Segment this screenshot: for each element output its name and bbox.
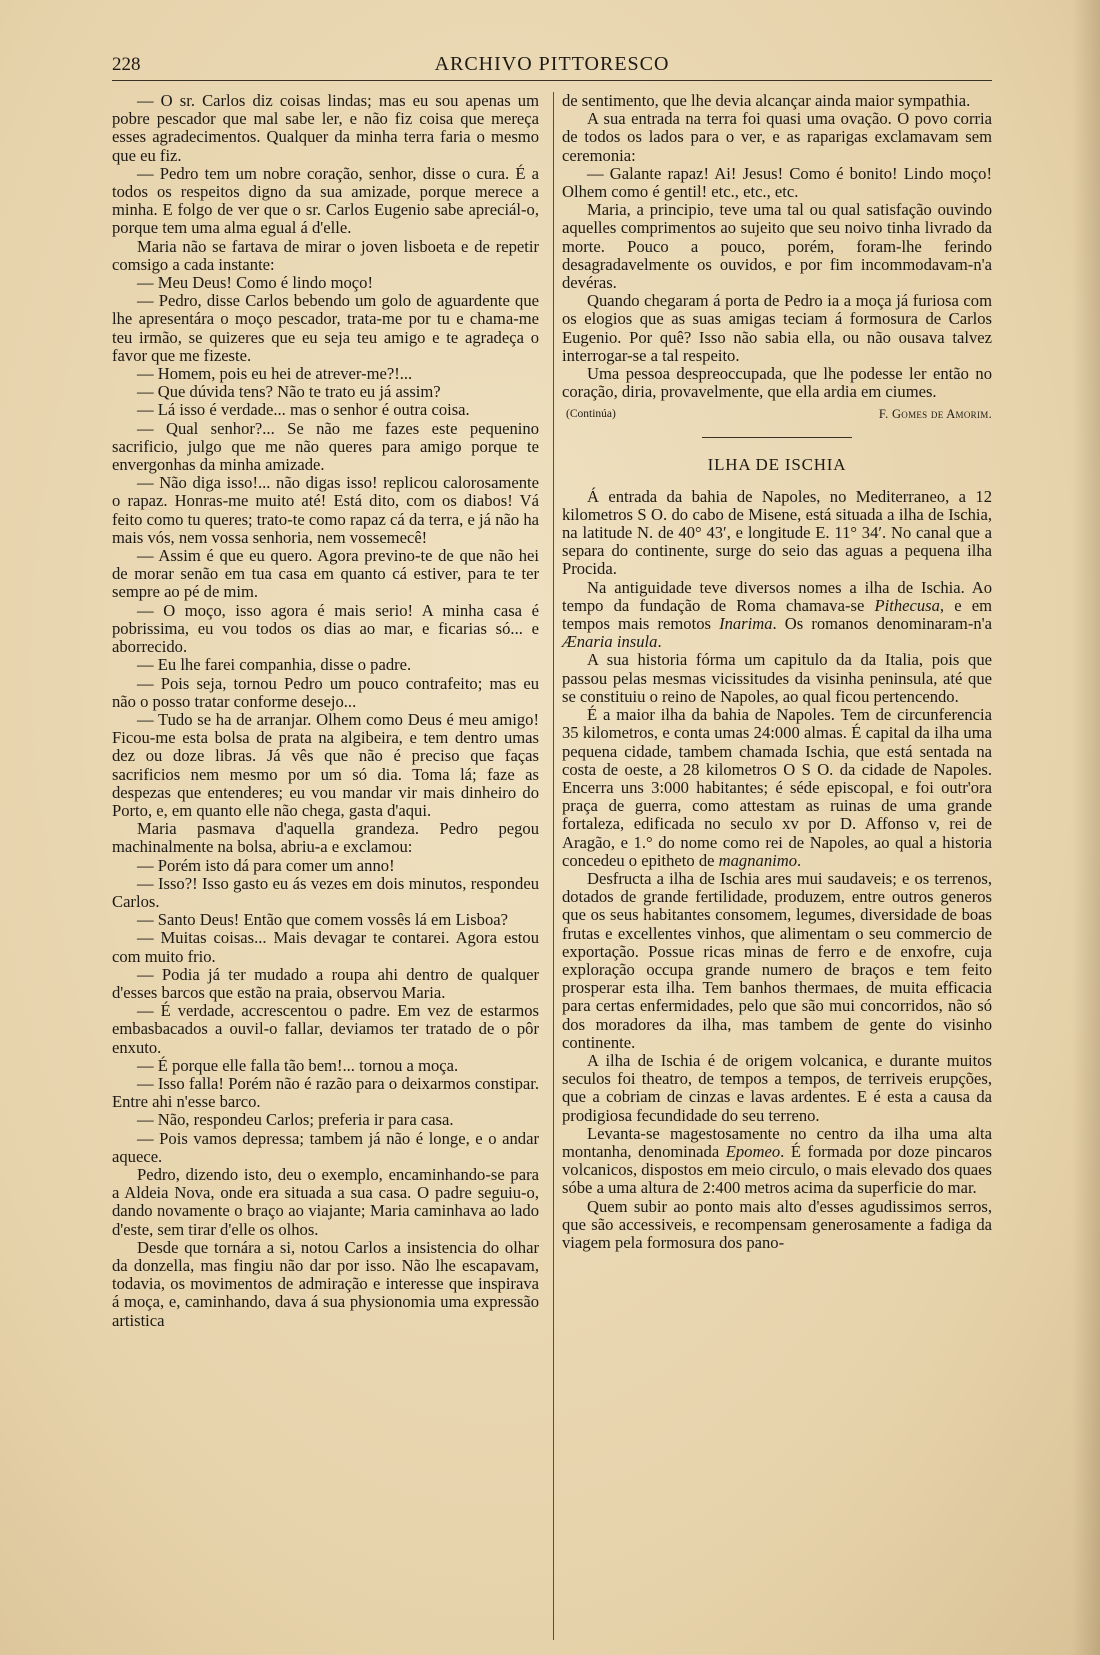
text-run: . bbox=[797, 850, 802, 870]
article-paragraph bbox=[562, 1125, 992, 1198]
story-paragraph: — Que dúvida tens? Não te trato eu já assim? bbox=[137, 382, 441, 402]
story-paragraph: Uma pessoa despreoccupada, que lhe podesse ler então no coração, diria, provavelmente, que ella ardia em ciumes. bbox=[562, 364, 992, 402]
story-paragraph: — Galante rapaz! Ai! Jesus! Como é bonito! Lindo moço! Olhem como é gentil! etc., etc., etc. bbox=[562, 163, 992, 202]
text-run: É a maior ilha da bahia de Napoles. Tem de circunferencia 35 kilometros, e conta umas 24:000 almas. É capital da ilha uma pequena cidade, tambem chamada Ischia, que está sentada na costa de oeste, a 28 kilometros O S O. da cidade de Napoles. Encerra uns 3:000 habitantes; é séde episcopal, e foi outr'ora praça de guerra, como attestam as ruinas de uma grande fortaleza, edificada no seculo xv por D. Affonso v, rei de Aragão, e 1.° do nome como rei de Napoles, ao qual a historia concedeu o epitheto de bbox=[562, 705, 992, 870]
article-paragraph: A ilha de Ischia é de origem volcanica, e durante muitos seculos foi theatro, de tempos a tempos, de terriveis erupções, que a cobriam de cinzas e lavas ardentes. E é esta a causa da prodigiosa fecundidade do seu terreno. bbox=[562, 1050, 992, 1125]
story-paragraph: — Eu lhe farei companhia, disse o padre. bbox=[137, 655, 412, 675]
story-paragraph: Maria não se fartava de mirar o joven lisboeta e de repetir comsigo a cada instante: bbox=[112, 236, 539, 274]
text-run: Na antiguidade teve diversos nomes a ilha de Ischia. Ao tempo da fundação de Roma chamava-se bbox=[562, 577, 992, 615]
italic-name: Pithecusa bbox=[874, 595, 940, 615]
left-column bbox=[112, 92, 539, 1330]
story-paragraph: — Isso falla! Porém não é razão para o deixarmos constipar. Entre ahi n'esse barco. bbox=[112, 1073, 539, 1112]
text-run: . É formada por doze pincaros volcanicos, dispostos em meio circulo, o mais elevado dos quaes sóbe a uma altura de 2:400 metros acima da superficie do mar. bbox=[562, 1141, 993, 1198]
article-paragraph bbox=[562, 706, 992, 870]
story-paragraph: A sua entrada na terra foi quasi uma ovação. O povo corria de todos os lados para o ver, e as raparigas exclamavam sem ceremonia: bbox=[562, 109, 992, 165]
article-paragraph: A sua historia fórma um capitulo da da Italia, pois que passou pelas mesmas vicissitudes da visinha peninsula, até que se constituiu o reino de Napoles, ao qual ficou pertencendo. bbox=[562, 650, 992, 706]
article-paragraph bbox=[562, 579, 992, 652]
story-paragraph: — Lá isso é verdade... mas o senhor é outra coisa. bbox=[137, 400, 470, 420]
column-divider bbox=[553, 92, 554, 1640]
article-title: ILHA DE ISCHIA bbox=[707, 455, 847, 475]
page-header bbox=[112, 50, 992, 80]
story-paragraph: — O moço, isso agora é mais serio! A minha casa é pobrissima, eu vou todos os dias ao mar, e ficarias só... e aborrecido. bbox=[112, 600, 539, 657]
continua-note: (Continúa) bbox=[566, 408, 616, 421]
section-rule bbox=[702, 437, 852, 438]
story-paragraph: Maria pasmava d'aquella grandeza. Pedro pegou machinalmente na bolsa, abriu-a e exclamou: bbox=[112, 819, 539, 857]
story-paragraph: — Tudo se ha de arranjar. Olhem como Deus é meu amigo! Ficou-me esta bolsa de prata na algibeira, e tem dentro umas dez ou doze libras. Já vês que não é preciso que faças sacrificios nem mesmo por um só dia. Toma lá; faze as despezas que entenderes; eu vou mandar vir mais dinheiro do Porto, e, em quanto elle não chega, gasta d'aqui. bbox=[112, 709, 539, 820]
page-edge-shadow bbox=[1072, 0, 1100, 1655]
text-run: . bbox=[657, 632, 662, 652]
story-paragraph: — Não diga isso!... não digas isso! replicou calorosamente o rapaz. Honras-me muito até! Está dito, com os diabos! Vá feito como tu queres; trato-te como rapaz cá da terra, e já não ha mais vós, nem vossa senhoria, nem vossemecê! bbox=[112, 473, 539, 547]
story-paragraph: Maria, a principio, teve uma tal ou qual satisfação ouvindo aquelles comprimentos ao sujeito que seu noivo tinha livrado da morte. Pouco a pouco, porém, foram-lhe ferindo desagradavelmente os ouvidos, e por fim incommodavam-n'a devéras. bbox=[562, 200, 992, 293]
article-paragraph: Quem subir ao ponto mais alto d'esses agudissimos serros, que são accessiveis, e recompensam generosamente a fadiga da viagem pela formosura dos pano- bbox=[562, 1196, 992, 1252]
story-paragraph: — O sr. Carlos diz coisas lindas; mas eu sou apenas um pobre pescador que mal sabe ler, e não fiz coisa que mereça esses agradecimentos. Qualquer da minha terra faria o mesmo que eu fiz. bbox=[112, 91, 539, 165]
story-paragraph: — Pois vamos depressa; tambem já não é longe, e o andar aquece. bbox=[112, 1128, 539, 1166]
story-conclusion bbox=[562, 110, 992, 401]
italic-name: Epomeo bbox=[725, 1141, 781, 1161]
continued-paragraph: de sentimento, que lhe devia alcançar ainda maior sympathia. bbox=[562, 91, 971, 110]
story-paragraph: Pedro, dizendo isto, deu o exemplo, encaminhando-se para a Aldeia Nova, onde era situada a sua casa. O padre seguiu-o, dando novamente o braço ao viajante; Maria caminhava ao lado d'este, sem tirar d'elle os olhos. bbox=[112, 1164, 539, 1239]
signature-line bbox=[562, 406, 992, 422]
text-run: , e em tempos mais remotos bbox=[562, 595, 992, 634]
story-paragraph: Quando chegaram á porta de Pedro ia a moça já furiosa com os elogios que as suas amigas teciam á formosura de Carlos Eugenio. Por quê? Isso não sabia ella, ou não ousava talvez interrogar-se a tal respeito. bbox=[562, 291, 992, 365]
text-run: . Os romanos denominaram-n'a bbox=[772, 614, 992, 634]
story-paragraph: Desde que tornára a si, notou Carlos a insistencia do olhar da donzella, mas fingiu não dar por isso. Não lhe escapavam, todavia, os movimentos de admiração e interesse que inspirava á moça, e, caminhando, dava á sua physionomia uma expressão artistica bbox=[112, 1237, 539, 1330]
story-paragraph: — Meu Deus! Como é lindo moço! bbox=[137, 273, 373, 293]
article-paragraph: Desfructa a ilha de Ischia ares mui saudaveis; e os terrenos, dotados de grande fertilidade, produzem, entre outros generos que os seus habitantes consomem, legumes, diversidade de boas frutas e excellentes vinhos, que alimentam o seu commercio de exportação. Possue ricas minas de ferro e de enxofre, cuja exploração occupa grande numero de braços e tem feito prosperar esta ilha. Tem banhos thermaes, de muita efficacia para certas enfermidades, pelo que são mui concorridos, não só dos moradores da ilha, mas tambem de gente do visinho continente. bbox=[562, 868, 992, 1052]
italic-epithet: magnanimo bbox=[718, 850, 798, 870]
story-paragraph: — Pedro, disse Carlos bebendo um golo de aguardente que lhe apresentára o moço pescador, trata-me por tu e chama-me teu irmão, se quizeres que eu seja teu amigo e te agradeça o favor que me fizeste. bbox=[112, 291, 539, 365]
italic-name: Inarima bbox=[719, 614, 773, 634]
page-number: 228 bbox=[112, 54, 141, 75]
right-column bbox=[562, 92, 992, 1252]
author-signature: F. Gomes de Amorim. bbox=[878, 407, 992, 422]
article-body bbox=[562, 488, 992, 1253]
story-paragraph: — É verdade, accrescentou o padre. Em vez de estarmos embasbacados a ouvil-o fallar, deviamos ter tratado de o pôr enxuto. bbox=[112, 1001, 539, 1057]
story-paragraph: — Podia já ter mudado a roupa ahi dentro de qualquer d'esses barcos que estão na praia, observou Maria. bbox=[112, 964, 539, 1002]
story-paragraph: — Isso?! Isso gasto eu ás vezes em dois minutos, respondeu Carlos. bbox=[112, 873, 539, 911]
story-paragraph: — Qual senhor?... Se não me fazes este pequenino sacrificio, julgo que me não queres para amigo porque te envergonhas da minha amizade. bbox=[112, 418, 539, 475]
story-paragraph: — Homem, pois eu hei de atrever-me?!... bbox=[137, 364, 413, 384]
story-paragraph: — Não, respondeu Carlos; preferia ir para casa. bbox=[137, 1110, 454, 1130]
article-paragraph: Á entrada da bahia de Napoles, no Mediterraneo, a 12 kilometros S O. do cabo de Misene, está situada a ilha de Ischia, na latitude N. de 40° 43′, e longitude E. 11° 34′. No canal que a separa do continente, surge do seio das aguas a pequena ilha Procida. bbox=[562, 486, 992, 579]
header-rule bbox=[112, 80, 992, 81]
story-paragraph: — Muitas coisas... Mais devagar te contarei. Agora estou com muito frio. bbox=[112, 928, 539, 966]
text-run: Levanta-se magestosamente no centro da ilha uma alta montanha, denominada bbox=[562, 1123, 992, 1161]
story-paragraph: — Porém isto dá para comer um anno! bbox=[137, 855, 395, 875]
story-paragraph: — É porque elle falla tão bem!... tornou a moça. bbox=[137, 1055, 459, 1075]
italic-name: Ænaria insula bbox=[562, 632, 658, 652]
story-paragraph: — Pedro tem um nobre coração, senhor, disse o cura. É a todos os respeitos digno da sua amizade, porque merece a minha. E folgo de ver que o sr. Carlos Eugenio sabe apreciál-o, porque tem uma alma egual á d'elle. bbox=[112, 163, 539, 238]
story-paragraph: — Assim é que eu quero. Agora previno-te de que não hei de morar senão em tua casa em quanto cá estiver, para te ter sempre ao pé de mim. bbox=[112, 546, 539, 602]
story-paragraph: — Santo Deus! Então que comem vossês lá em Lisboa? bbox=[137, 910, 508, 930]
running-title: ARCHIVO PITTORESCO bbox=[434, 53, 670, 75]
story-paragraph: — Pois seja, tornou Pedro um pouco contrafeito; mas eu não o posso tratar conforme desejo... bbox=[112, 673, 539, 711]
